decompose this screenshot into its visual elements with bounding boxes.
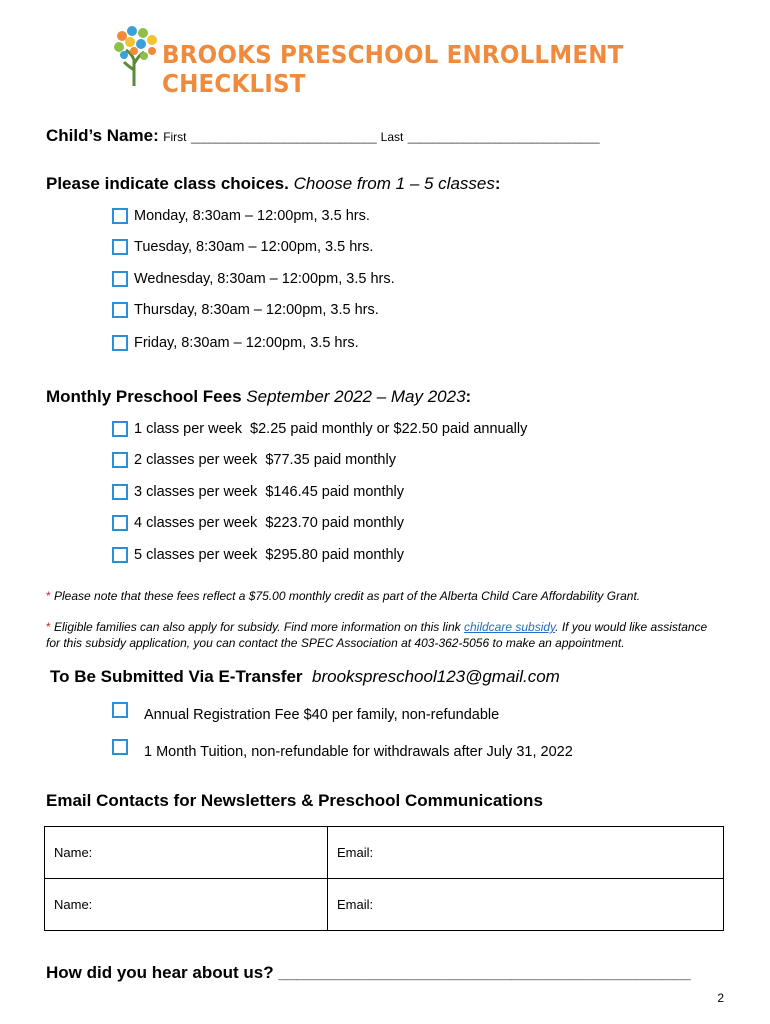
submit-item-tuition[interactable] [112, 734, 573, 760]
option-label: Wednesday, 8:30am – 12:00pm, 3.5 hrs. [134, 271, 395, 287]
email-cell[interactable]: Email: [328, 879, 724, 931]
option-label: Thursday, 8:30am – 12:00pm, 3.5 hrs. [134, 302, 379, 318]
last-name-label: Last [380, 130, 404, 144]
fees-heading: Monthly Preschool Fees September 2022 – May 2023: [46, 387, 472, 406]
hear-about-label: How did you hear about us? [46, 963, 274, 982]
subsidy-note: * Eligible families can also apply for subsidy. Find more information on this link childcare subsidy. If you would like assistance for this subsidy application, you can contact the SPEC Association at 403-362-5056 to make an appointment. [46, 620, 708, 650]
class-choices-heading: Please indicate class choices. Choose from 1 – 5 classes: [46, 174, 501, 193]
submit-item-registration[interactable] [112, 697, 499, 723]
fee-option-5[interactable] [112, 547, 404, 563]
last-name-blank[interactable]: _______________________________ [407, 130, 600, 144]
checkbox[interactable] [112, 335, 128, 351]
checkbox[interactable] [112, 739, 128, 755]
option-label: 3 classes per week $146.45 paid monthly [134, 484, 405, 500]
checkbox[interactable] [112, 547, 128, 563]
checkbox[interactable] [112, 208, 128, 224]
class-option-monday[interactable] [112, 208, 370, 224]
hear-about-row [46, 963, 690, 983]
first-name-blank[interactable]: ______________________________ [190, 130, 377, 144]
email-cell[interactable]: Email: [328, 827, 724, 879]
class-option-wednesday[interactable] [112, 271, 395, 287]
contacts-table [44, 826, 724, 931]
etransfer-heading: To Be Submitted Via E-Transfer brookspreschool123@gmail.com [50, 667, 560, 686]
table-row [45, 827, 724, 879]
name-cell[interactable]: Name: [45, 879, 328, 931]
child-name-label: Child’s Name: [46, 126, 159, 145]
option-label: Tuesday, 8:30am – 12:00pm, 3.5 hrs. [134, 239, 374, 255]
option-label: 4 classes per week $223.70 paid monthly [134, 515, 405, 531]
name-cell[interactable]: Name: [45, 827, 328, 879]
document-title: BROOKS PRESCHOOL ENROLLMENT CHECKLIST [162, 40, 624, 98]
class-option-friday[interactable] [112, 335, 359, 351]
option-label: 1 class per week $2.25 paid monthly or $22.50 paid annually [134, 421, 528, 437]
checkbox[interactable] [112, 302, 128, 318]
class-option-thursday[interactable] [112, 302, 379, 318]
fee-option-4[interactable] [112, 515, 404, 531]
hear-about-blank[interactable]: ______________________________________________ [278, 963, 691, 982]
checkbox[interactable] [112, 452, 128, 468]
option-label: 2 classes per week $77.35 paid monthly [134, 452, 396, 468]
checkbox[interactable] [112, 515, 128, 531]
class-option-tuesday[interactable] [112, 239, 373, 255]
first-name-label: First [163, 130, 187, 144]
option-label: Annual Registration Fee $40 per family, non-refundable [144, 707, 500, 723]
contacts-heading: Email Contacts for Newsletters & Preschool Communications [46, 791, 543, 810]
checkbox[interactable] [112, 271, 128, 287]
grant-note: * Please note that these fees reflect a $75.00 monthly credit as part of the Alberta Child Care Affordability Grant. [46, 589, 641, 603]
page-number: 2 [717, 991, 724, 1005]
fee-option-3[interactable] [112, 484, 404, 500]
checkbox[interactable] [112, 239, 128, 255]
childcare-subsidy-link[interactable]: childcare subsidy [464, 620, 556, 634]
child-name-row [46, 126, 599, 146]
checkbox[interactable] [112, 484, 128, 500]
option-label: 5 classes per week $295.80 paid monthly [134, 547, 405, 563]
checkbox[interactable] [112, 421, 128, 437]
fee-option-1[interactable] [112, 421, 527, 437]
etransfer-email: brookspreschool123@gmail.com [312, 667, 560, 686]
checkbox[interactable] [112, 702, 128, 718]
option-label: Monday, 8:30am – 12:00pm, 3.5 hrs. [134, 208, 370, 224]
fee-option-2[interactable] [112, 452, 396, 468]
option-label: 1 Month Tuition, non-refundable for withdrawals after July 31, 2022 [144, 744, 573, 760]
option-label: Friday, 8:30am – 12:00pm, 3.5 hrs. [134, 335, 359, 351]
table-row [45, 879, 724, 931]
tree-logo-icon [112, 24, 160, 88]
